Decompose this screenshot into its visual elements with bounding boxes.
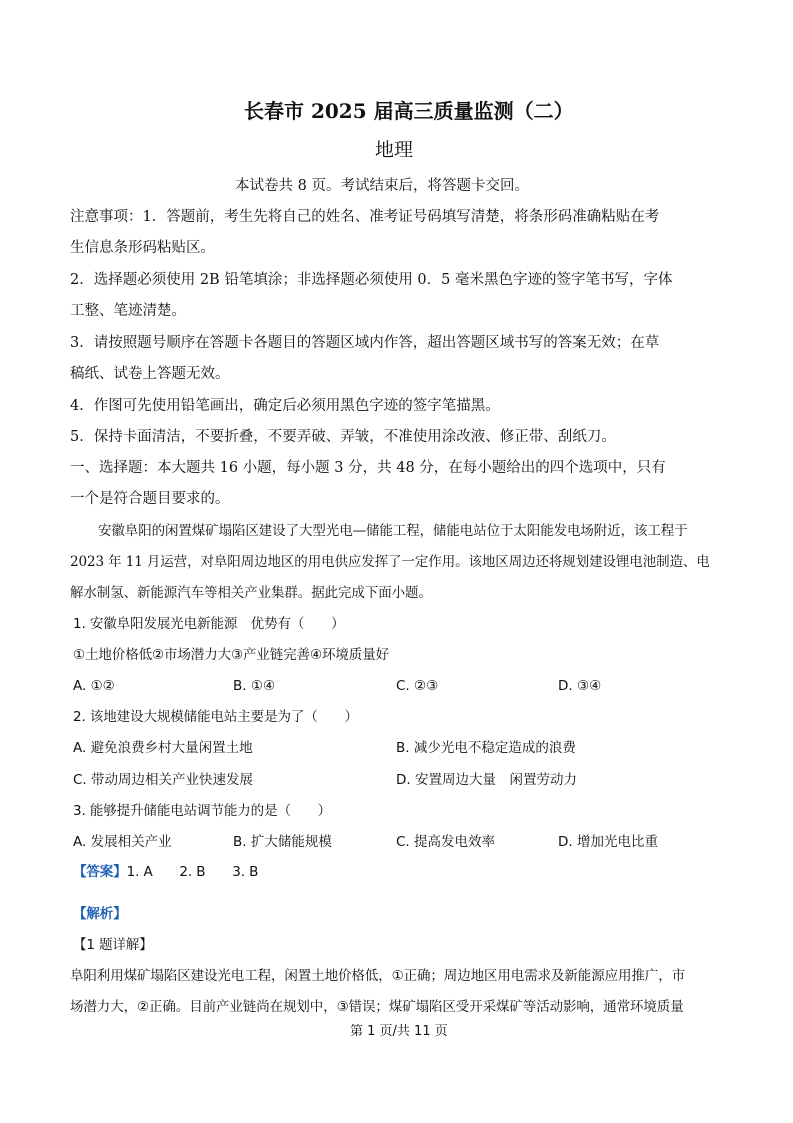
option-c[interactable]: C. 带动周边相关产业快速发展: [73, 772, 254, 788]
option-d[interactable]: D. 安置周边大量 闲置劳动力: [396, 772, 577, 788]
note-3-cont: 稿纸、试卷上答题无效。: [70, 366, 230, 382]
passage-line-2: 2023 年 11 月运营，对阜阳周边地区的用电供应发挥了一定作用。该地区周边还将规划建设锂电池制造、电: [70, 554, 710, 570]
option-a[interactable]: A. 发展相关产业: [73, 834, 172, 850]
option-d[interactable]: D. ③④: [558, 678, 602, 694]
section-line-2: 一个是符合题目要求的。: [70, 491, 230, 507]
exam-title: 长春市 2025 届高三质量监测（二）: [244, 99, 574, 123]
note-2: 2．选择题必须使用 2B 铅笔填涂；非选择题必须使用 0．5 毫米黑色字迹的签字笔书写，字体: [70, 272, 673, 288]
answer-label: 【答案】: [73, 864, 127, 880]
note-1-cont: 生信息条形码粘贴区。: [70, 240, 215, 256]
passage-line-1: 安徽阜阳的闲置煤矿塌陷区建设了大型光电—储能工程，储能电站位于太阳能发电场附近，该工程于: [98, 523, 688, 539]
analysis-detail-label: 【1 题详解】: [73, 937, 153, 953]
analysis-line-1: 阜阳利用煤矿塌陷区建设光电工程，闲置土地价格低，①正确；周边地区用电需求及新能源应用推广，市: [70, 968, 686, 984]
note-3: 3．请按照题号顺序在答题卡各题目的答题区域内作答，超出答题区域书写的答案无效；在草: [70, 335, 660, 351]
answer-text: 1. A 2. B 3. B: [126, 864, 259, 880]
answer-line: [73, 866, 258, 880]
option-b[interactable]: B. 减少光电不稳定造成的浪费: [396, 740, 576, 756]
question-stem: 2. 该地建设大规模储能电站主要是为了（ ）: [73, 709, 358, 725]
intro-line: 本试卷共 8 页。考试结束后，将答题卡交回。: [235, 178, 529, 194]
analysis-label: 【解析】: [73, 906, 127, 922]
option-a[interactable]: A. ①②: [73, 678, 115, 694]
option-b[interactable]: B. ①④: [233, 678, 276, 694]
note-1: 注意事项：1．答题前，考生先将自己的姓名、准考证号码填写清楚，将条形码准确粘贴在考: [70, 209, 660, 225]
note-4: 4．作图可先使用铅笔画出，确定后必须用黑色字迹的签字笔描黑。: [70, 398, 500, 414]
question-stem: 3. 能够提升储能电站调节能力的是（ ）: [73, 803, 332, 819]
option-c[interactable]: C. 提高发电效率: [396, 834, 496, 850]
option-b[interactable]: B. 扩大储能规模: [233, 834, 332, 850]
passage-line-3: 解水制氢、新能源汽车等相关产业集群。据此完成下面小题。: [70, 585, 432, 601]
question-stem: 1. 安徽阜阳发展光电新能源 优势有（ ）: [73, 616, 345, 632]
note-2-cont: 工整、笔迹清楚。: [70, 303, 186, 319]
option-d[interactable]: D. 增加光电比重: [558, 834, 658, 850]
question-sub: ①土地价格低②市场潜力大③产业链完善④环境质量好: [73, 647, 390, 663]
option-c[interactable]: C. ②③: [396, 678, 439, 694]
option-a[interactable]: A. 避免浪费乡村大量闲置土地: [73, 740, 253, 756]
subject-title: 地理: [375, 139, 414, 161]
analysis-line-2: 场潜力大，②正确。目前产业链尚在规划中，③错误；煤矿塌陷区受开采煤矿等活动影响，通常环境质量: [70, 999, 684, 1015]
note-5: 5．保持卡面清洁，不要折叠，不要弄破、弄皱，不准使用涂改液、修正带、刮纸刀。: [70, 429, 616, 445]
section-line-1: 一、选择题：本大题共 16 小题，每小题 3 分，共 48 分，在每小题给出的四个选项中，只有: [70, 460, 666, 476]
page-footer: 第 1 页/共 11 页: [350, 1024, 448, 1039]
